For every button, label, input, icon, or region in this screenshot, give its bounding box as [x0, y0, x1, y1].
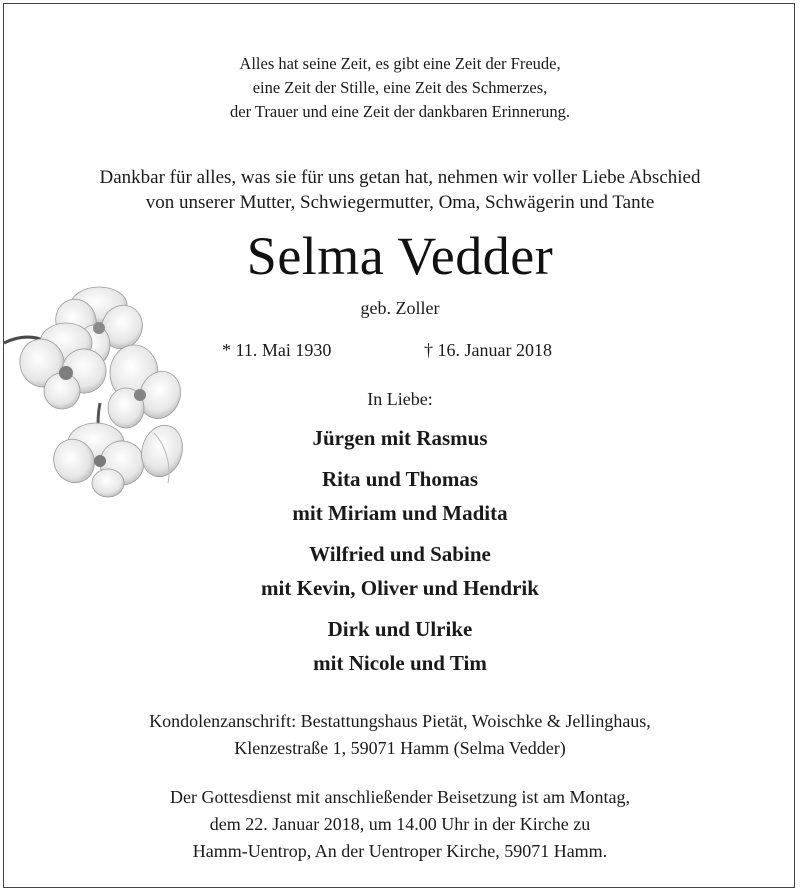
motto-line: eine Zeit der Stille, eine Zeit des Schmerzes,: [252, 78, 548, 97]
condolence-line: Klenzestraße 1, 59071 Hamm (Selma Vedder): [234, 738, 566, 758]
deceased-name: Selma Vedder: [246, 226, 554, 286]
motto-line: Alles hat seine Zeit, es gibt eine Zeit der Freude,: [239, 54, 561, 73]
motto-verse: [0, 52, 800, 124]
family-group: [0, 612, 800, 680]
intro-text: [0, 165, 800, 215]
family-line: mit Miriam und Madita: [292, 501, 508, 525]
condolence-line: Kondolenzanschrift: Bestattungshaus Pietät, Woischke & Jellinghaus,: [149, 711, 651, 731]
service-line: Der Gottesdienst mit anschließender Beisetzung ist am Montag,: [170, 787, 630, 807]
condolence-address: [0, 708, 800, 762]
death-date: † 16. Januar 2018: [424, 340, 552, 360]
family-line: mit Kevin, Oliver und Hendrik: [261, 576, 539, 600]
family-line: Rita und Thomas: [321, 467, 478, 491]
birth-date: * 11. Mai 1930: [222, 340, 332, 360]
in-love-label: In Liebe:: [367, 389, 433, 409]
family-group: [0, 421, 800, 455]
motto-line: der Trauer und eine Zeit der dankbaren Erinnerung.: [230, 102, 570, 121]
family-line: Wilfried und Sabine: [309, 542, 491, 566]
family-line: Dirk und Ulrike: [327, 617, 473, 641]
family-group: [0, 462, 800, 530]
maiden-name: geb. Zoller: [360, 298, 440, 318]
family-line: mit Nicole und Tim: [313, 651, 487, 675]
family-line: Jürgen mit Rasmus: [312, 426, 488, 450]
intro-line: von unserer Mutter, Schwiegermutter, Oma, Schwägerin und Tante: [145, 192, 655, 213]
service-line: dem 22. Januar 2018, um 14.00 Uhr in der Kirche zu: [209, 814, 591, 834]
intro-line: Dankbar für alles, was sie für uns getan hat, nehmen wir voller Liebe Abschied: [99, 167, 701, 188]
service-line: Hamm-Uentrop, An der Uentroper Kirche, 59071 Hamm.: [192, 841, 608, 861]
family-group: [0, 537, 800, 605]
service-info: [0, 784, 800, 865]
